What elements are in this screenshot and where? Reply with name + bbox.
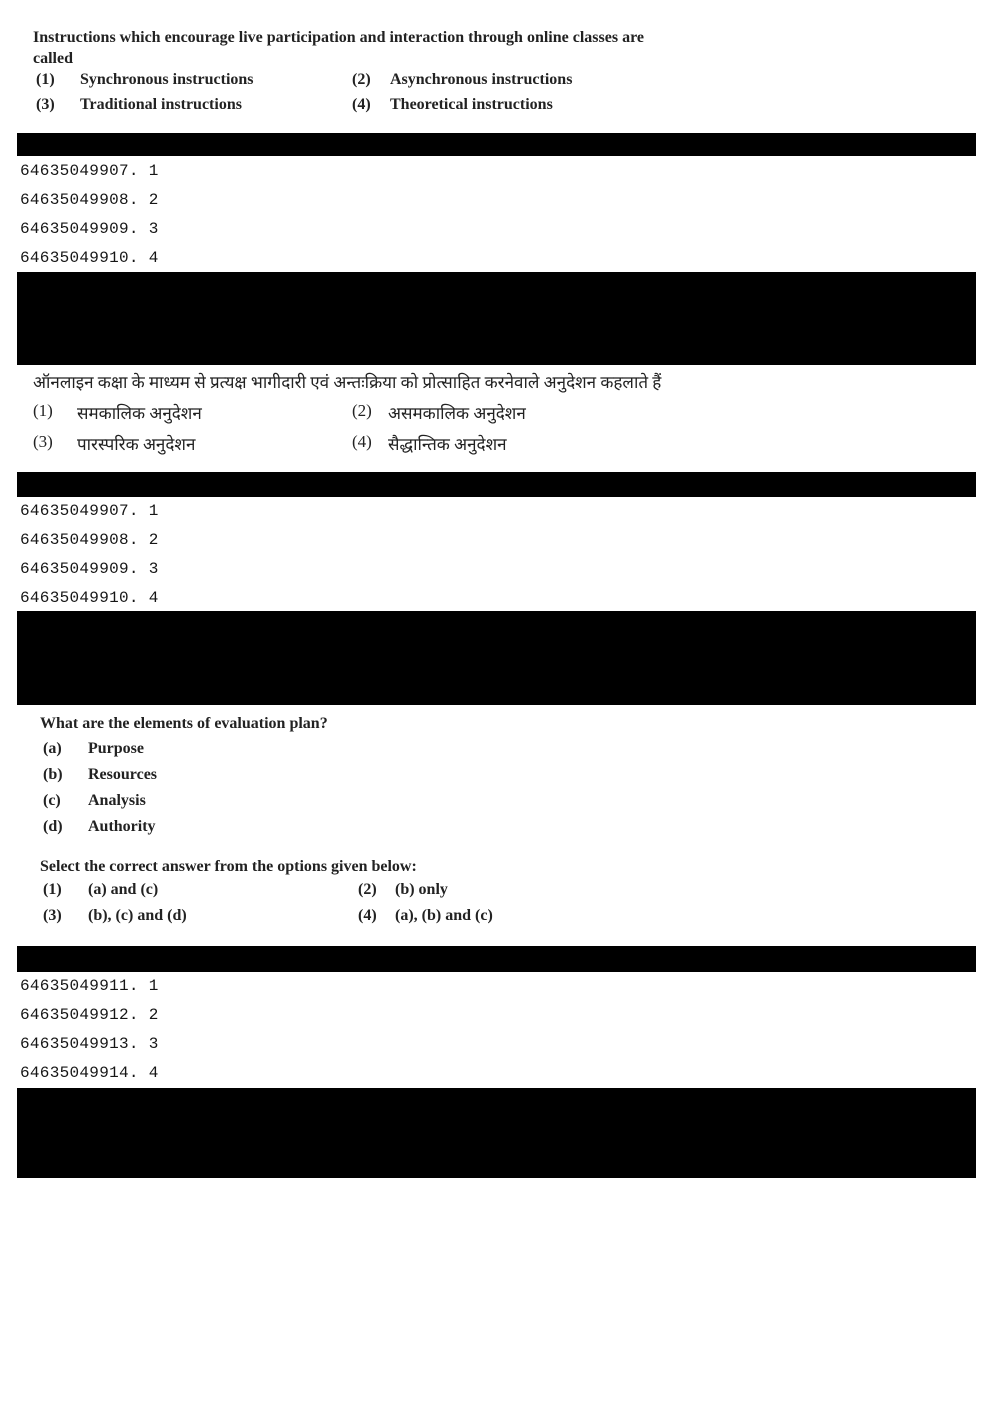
q2-item-b-label: Resources [88,766,158,783]
question-en-1-line-1: Instructions which encourage live participation and interaction through online classes are [33,29,644,46]
q1-option-4-label: Theoretical instructions [390,96,553,113]
answer-id-row: 64635049910. 4 [20,589,159,607]
q1-hi-option-1-number: (1) [33,401,53,420]
q1-hi-option-3-label: पारस्परिक अनुदेशन [77,435,196,454]
q1-hi-option-1-label: समकालिक अनुदेशन [77,404,202,423]
answer-id-row: 64635049911. 1 [20,977,159,995]
q2-option-4-label: (a), (b) and (c) [395,907,493,924]
q2-option-2-label: (b) only [395,881,448,898]
q2-option-2-number: (2) [358,881,377,898]
redaction-bar-1 [17,133,976,156]
q1-hi-option-4-number: (4) [352,432,372,451]
answer-id-row: 64635049908. 2 [20,191,159,209]
q2-item-c-number: (c) [43,792,61,809]
q1-hi-option-4-label: सैद्धान्तिक अनुदेशन [388,435,507,454]
question-en-1-line-2: called [33,50,73,67]
redaction-bar-5 [17,946,976,972]
answer-id-row: 64635049912. 2 [20,1006,159,1024]
q2-item-c-label: Analysis [88,792,146,809]
redaction-bar-2 [17,272,976,365]
redaction-bar-6 [17,1088,976,1178]
q2-item-a-number: (a) [43,740,62,757]
q2-option-3-label: (b), (c) and (d) [88,907,187,924]
q1-option-1-label: Synchronous instructions [80,71,254,88]
q2-option-1-number: (1) [43,881,62,898]
q2-option-4-number: (4) [358,907,377,924]
redaction-bar-3 [17,472,976,497]
q1-option-3-label: Traditional instructions [80,96,242,113]
q2-option-3-number: (3) [43,907,62,924]
q1-hi-option-2-label: असमकालिक अनुदेशन [388,404,526,423]
q2-option-1-label: (a) and (c) [88,881,159,898]
question-en-2-text: What are the elements of evaluation plan? [40,715,328,732]
q2-select-prompt: Select the correct answer from the options given below: [40,858,417,875]
q1-option-2-label: Asynchronous instructions [390,71,573,88]
q1-option-4-number: (4) [352,96,371,113]
q1-option-2-number: (2) [352,71,371,88]
question-hi-1-text: ऑनलाइन कक्षा के माध्यम से प्रत्यक्ष भागीदारी एवं अन्तःक्रिया को प्रोत्साहित करनेवाले अनुदेशन कहलाते हैं [33,373,662,392]
q1-hi-option-2-number: (2) [352,401,372,420]
q1-hi-option-3-number: (3) [33,432,53,451]
answer-id-row: 64635049914. 4 [20,1064,159,1082]
q2-item-d-number: (d) [43,818,63,835]
answer-id-row: 64635049909. 3 [20,560,159,578]
answer-id-row: 64635049907. 1 [20,502,159,520]
answer-id-row: 64635049910. 4 [20,249,159,267]
q2-item-d-label: Authority [88,818,156,835]
answer-id-row: 64635049908. 2 [20,531,159,549]
q1-option-1-number: (1) [36,71,55,88]
q2-item-b-number: (b) [43,766,63,783]
answer-id-row: 64635049909. 3 [20,220,159,238]
redaction-bar-4 [17,611,976,705]
answer-id-row: 64635049907. 1 [20,162,159,180]
q2-item-a-label: Purpose [88,740,144,757]
q1-option-3-number: (3) [36,96,55,113]
answer-id-row: 64635049913. 3 [20,1035,159,1053]
